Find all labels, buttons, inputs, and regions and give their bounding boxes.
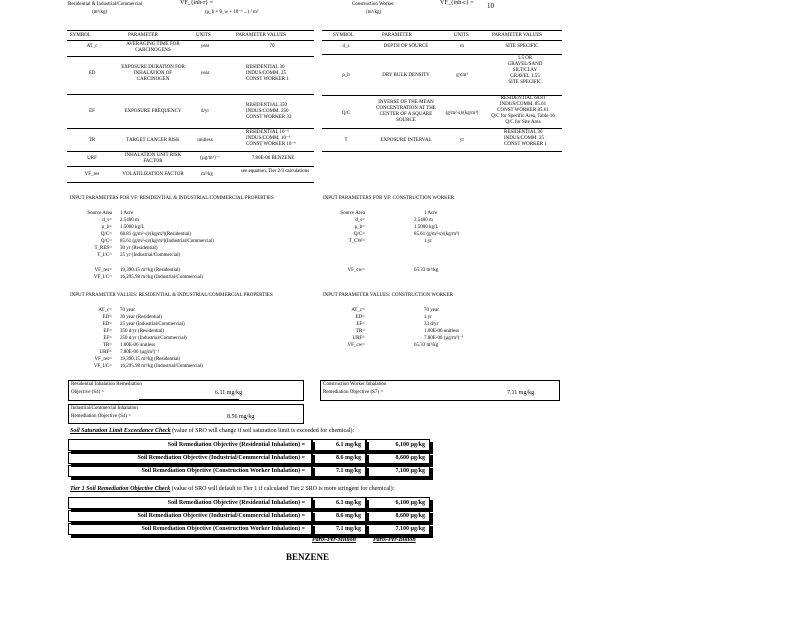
iv-res-section-title: INPUT PARAMETER VALUES: RESIDENTIAL & INDUSTRIAL/COMMERCIAL PROPERTIES: [70, 293, 273, 298]
vf-res-section-title: INPUT PARAMETERS FOR VF: RESIDENTIAL & INDUSTRIAL/COMMERCIAL PROPERTIES: [70, 196, 274, 201]
iv-res-label: TR=: [102, 343, 112, 348]
right-table-values: SITE SPECIFIC: [505, 44, 539, 49]
left-table-header-units: UNITS: [196, 33, 211, 38]
vf-res-result-value: 19,390.15 m³/kg (Residential): [120, 268, 181, 273]
construction-ro-label: Remediation Objective (S7) =: [323, 390, 384, 395]
vf-res-param-value: 1.5000 kg/L: [120, 225, 145, 230]
left-table-values: RESIDENTIAL 350 INDUS/COMM. 250 CONST WORKER 33: [246, 103, 292, 120]
iv-cw-value: 65.33 m³/kg: [414, 343, 439, 348]
left-table-symbol: EF: [89, 109, 95, 114]
iv-cw-value: 70 year: [424, 308, 439, 313]
tier1-row-label: Soil Remediation Objective (Residential Inhalation) =: [167, 500, 305, 506]
sat-row: [68, 439, 312, 451]
left-table-units: (µg/m³)⁻¹: [200, 156, 220, 161]
left-formula-label: Residential & Industrial/Commercial: [68, 2, 143, 7]
right-table-parameter: EXPOSURE INTERVAL: [380, 138, 432, 143]
iv-res-value: 70 year: [120, 308, 135, 313]
tier1-row: [68, 510, 312, 522]
left-formula-units: (m³/kg): [92, 10, 108, 15]
vf-res-param-label: T_RES=: [94, 246, 112, 251]
left-table-symbol: AT_c: [86, 44, 98, 49]
left-table-values: RESIDENTIAL 10⁻⁶ INDUS/COMM. 10⁻⁶ CONST WORKER 10⁻⁶: [246, 130, 296, 147]
vf-res-param-label: ρ_b=: [101, 225, 112, 230]
sat-row-ppb: [366, 452, 430, 464]
sat-ppm-value: 6.1 mg/kg: [335, 442, 361, 448]
right-formula-lhs: VF_{inh-c} =: [440, 0, 474, 6]
sat-check-heading: Soil Saturation Limit Exceedance Check: [70, 428, 171, 434]
tier1-row-ppm: [312, 523, 366, 535]
tier1-row-ppm: [312, 497, 366, 509]
sat-ppb-value: 8,600 µg/kg: [395, 455, 425, 461]
tier1-ppb-value: 6,100 µg/kg: [395, 500, 425, 506]
iv-cw-section-title: INPUT PARAMETER VALUES: CONSTRUCTION WORKER: [323, 293, 454, 298]
vf-cw-param-label: Q/C=: [353, 232, 365, 237]
sat-ppb-value: 7,100 µg/kg: [395, 468, 425, 474]
sat-ppm-value: 7.1 mg/kg: [335, 468, 361, 474]
vf-cw-param-label: ρ_b=: [354, 225, 365, 230]
iv-cw-label: EF=: [356, 322, 365, 327]
tier1-row-ppb: [366, 523, 430, 535]
vf-cw-result-label: VF_cw=: [347, 268, 365, 273]
vf-cw-param-value: 2.5400 m: [414, 218, 433, 223]
left-table-header-symbol: SYMBOL: [70, 33, 91, 38]
iv-res-label: URF=: [99, 350, 112, 355]
left-table-values: 70: [269, 44, 275, 49]
right-table-symbol: ρ_b: [342, 73, 350, 78]
left-table-parameter: EXPOSURE FREQUENCY: [124, 109, 182, 114]
iv-res-value: 1.00E-06 unitless: [120, 343, 155, 348]
left-table-units: m³/kg: [201, 172, 213, 177]
sat-row-ppm: [312, 452, 366, 464]
right-table-header-units: UNITS: [454, 33, 469, 38]
right-table-parameter: DEPTH OF SOURCE: [383, 44, 429, 49]
sat-row-label: Soil Remediation Objective (Residential Inhalation) =: [167, 442, 305, 448]
vf-res-param-value: 68.81 (g/m²-s)/(kg/m³)(Residential): [120, 232, 192, 237]
sat-check-heading-line: [70, 428, 354, 435]
sat-ppm-value: 8.6 mg/kg: [335, 455, 361, 461]
vf-cw-param-value: 1.5000 kg/L: [414, 225, 439, 230]
iv-cw-label: AT_c=: [351, 308, 365, 313]
vf-cw-param-label: Source Area: [340, 211, 365, 216]
vf-cw-param-label: T_CW=: [348, 239, 365, 244]
vf-res-param-label: Source Area: [87, 211, 112, 216]
vf-cw-result-value: 65.33 m³/kg: [414, 268, 439, 273]
right-table-units: g/cm³: [456, 73, 468, 78]
tier1-note: (value of SRO will default to Tier 1 if calculated Tier 2 SRO is more stringent for chemical):: [171, 486, 395, 492]
industrial-ro-box: [68, 404, 304, 424]
sat-row-label: Soil Remediation Objective (Construction Worker Inhalation) =: [141, 468, 305, 474]
right-formula-units: (m³/kg): [366, 10, 382, 15]
tier1-row-ppm: [312, 510, 366, 522]
iv-res-value: 350 d/yr (Residential): [120, 329, 164, 334]
left-table-parameter: VOLATILIZATION FACTOR: [122, 172, 184, 177]
tier1-ppm-value: 7.1 mg/kg: [335, 526, 361, 532]
tier1-heading: Tier 1 Soil Remediation Objective Check: [70, 486, 171, 492]
industrial-ro-title: Industrial/Commercial Inhalation: [71, 406, 138, 411]
left-table-units: year: [200, 71, 210, 76]
vf-res-param-value: 1 Acre: [120, 211, 134, 216]
vf-res-result-label: VF_I/C=: [93, 275, 112, 280]
left-table-symbol: URF: [87, 156, 97, 161]
construction-ro-box: [320, 380, 560, 401]
vf-res-param-value: 2.5400 m: [120, 218, 139, 223]
tier1-ppb-value: 8,600 µg/kg: [395, 513, 425, 519]
vf-res-param-label: T_I/C=: [97, 253, 112, 258]
right-table-units: (g/m²·s)/(kg/m³): [445, 111, 479, 116]
tier1-ppm-value: 8.6 mg/kg: [335, 513, 361, 519]
left-table-parameter: TARGET CANCER RISK: [126, 138, 180, 143]
iv-cw-label: TR=: [355, 329, 365, 334]
sat-row-ppb: [366, 439, 430, 451]
vf-res-param-value: 30 yr (Residential): [120, 246, 158, 251]
iv-cw-label: ED=: [355, 315, 365, 320]
left-table-symbol: ED: [88, 71, 96, 76]
industrial-ro-label: Remediation Objective (S4) =: [71, 414, 132, 419]
tier1-heading-line: [70, 486, 394, 493]
left-table-parameter: INHALATION UNIT RISK FACTOR: [124, 153, 182, 164]
vf-res-param-label: Q/C=: [100, 239, 112, 244]
iv-cw-value: 7.80E-06 (µg/m³)⁻¹: [424, 336, 464, 341]
right-table-parameter: DRY BULK DENSITY: [382, 73, 430, 78]
right-table-header-parameter: PARAMETER: [382, 33, 412, 38]
iv-cw-value: 33 d/yr: [424, 322, 439, 327]
residential-ro-label: Objective (S4) =: [71, 390, 105, 395]
left-table-units: unitless: [197, 138, 213, 143]
residential-ro-box: [68, 380, 304, 401]
vf-res-result-label: VF_res=: [94, 268, 112, 273]
vf-cw-param-value: 1 yr: [424, 239, 432, 244]
chemical-name: BENZENE: [286, 552, 330, 562]
tier1-row-ppb: [366, 510, 430, 522]
right-table-symbol: d_s: [342, 44, 350, 49]
tier1-row-label: Soil Remediation Objective (Industrial/Commercial Inhalation) =: [137, 513, 305, 519]
vf-cw-section-title: INPUT PARAMETERS FOR VF: CONSTRUCTION WORKER: [323, 196, 455, 201]
vf-res-param-value: 25 yr (Industrial/Commercial): [120, 253, 181, 258]
iv-res-value: 19,390.15 m³/kg (Residential): [120, 357, 181, 362]
iv-cw-value: 1.00E-06 unitless: [424, 329, 459, 334]
iv-res-label: ED=: [102, 322, 112, 327]
left-table-units: year: [200, 44, 210, 49]
right-table-units: yr: [459, 138, 465, 143]
iv-res-label: ED=: [102, 315, 112, 320]
left-table-parameter: EXPOSURE DURATION FOR INHALATION OF CARCINOGEN: [121, 65, 185, 82]
iv-res-label: AT_c=: [98, 308, 112, 313]
left-table-values: see equation, Tier 2/3 calculations: [240, 169, 310, 174]
left-formula-fraction: (ρ_b × θ_w + 10⁻³ ...) / m²: [205, 10, 259, 15]
right-table-values: 1.5 OR GRAVEL/SAND SILT/CLAY GRAVEL 1.55 SITE SPECIFIC: [507, 56, 543, 85]
sat-row-ppm: [312, 465, 366, 477]
vf-cw-param-value: 85.61 (g/m²-s)/(kg/m³): [414, 232, 460, 237]
tier1-row-ppb: [366, 497, 430, 509]
residential-ro-title: Residential Inhalation Remediation: [71, 382, 142, 387]
right-table-header-symbol: SYMBOL: [333, 33, 354, 38]
right-table-header-values: PARAMETER VALUES: [492, 33, 543, 38]
tier1-ppm-value: 6.1 mg/kg: [335, 500, 361, 506]
left-table-symbol: TR: [88, 138, 96, 143]
right-table-symbol: T: [344, 138, 348, 143]
vf-res-param-label: Q/C=: [100, 232, 112, 237]
sat-row-label: Soil Remediation Objective (Industrial/Commercial Inhalation) =: [137, 455, 305, 461]
sat-ppb-value: 6,100 µg/kg: [395, 442, 425, 448]
tier1-ppb-value: 7,100 µg/kg: [395, 526, 425, 532]
ppm-column-label: Parts-Per-Million: [312, 537, 357, 543]
right-formula-label: Construction Worker: [352, 2, 394, 7]
right-table-parameter: INVERSE OF THE MEAN CONCENTRATION AT THE CENTER OF A SQUARE SOURCE: [376, 100, 436, 123]
vf-res-param-value: 85.61 (g/m²-s)/(kg/m³)(Industrial/Commercial): [120, 239, 214, 244]
sat-row: [68, 465, 312, 477]
ppb-column-label: Parts-Per-Billion: [373, 537, 416, 543]
iv-res-value: 25 year (Industrial/Commercial): [120, 322, 185, 327]
sat-check-note: (value of SRO will change if soil saturation limit is exceeded for chemical):: [172, 428, 355, 434]
left-table-symbol: VF_res: [84, 172, 100, 177]
sat-row: [68, 452, 312, 464]
left-table-header-parameter: PARAMETER: [128, 33, 158, 38]
vf-res-param-label: d_s=: [102, 218, 112, 223]
iv-res-value: 16,295.98 m³/kg (Industrial/Commercial): [120, 364, 203, 369]
residential-ro-value: 6.11 mg/kg: [215, 390, 243, 396]
construction-ro-value: 7.11 mg/kg: [507, 390, 535, 396]
iv-res-label: VF_res=: [94, 357, 112, 362]
industrial-ro-value: 8.56 mg/kg: [227, 414, 255, 420]
right-table-units: m: [460, 44, 464, 49]
iv-cw-label: URF=: [352, 336, 365, 341]
iv-cw-label: VF_cw=: [347, 343, 365, 348]
construction-ro-title: Construction Worker Inhalation: [323, 382, 387, 387]
vf-cw-param-value: 1 Acre: [424, 211, 438, 216]
sat-row-ppm: [312, 439, 366, 451]
left-table-values: RESIDENTIAL 30 INDUS/COMM. 25 CONST WORKER 1: [246, 65, 289, 82]
left-table-values: 7.80E-06 BENZENE: [251, 156, 295, 161]
left-table-parameter: AVERAGING TIME FOR CARCINOGENS: [126, 42, 180, 53]
right-formula-value: 10: [487, 2, 494, 10]
left-table-units: d/yr: [200, 109, 210, 114]
iv-res-value: 7.80E-06 (µg/m³)⁻¹: [120, 350, 160, 355]
tier1-row-label: Soil Remediation Objective (Construction Worker Inhalation) =: [141, 526, 305, 532]
right-table-symbol: Q/C: [341, 111, 351, 116]
iv-res-value: 30 year (Residential): [120, 315, 162, 320]
iv-res-label: EF=: [103, 329, 112, 334]
left-formula-lhs: VF_{inh-r} =: [180, 0, 213, 6]
right-table-values: RESIDENTIAL 68.81 INDUS/COMM. 85.61 CONST WORKER 85.61 Q/C for Specific Area, Table 16 Q/C for Site Area: [491, 96, 555, 125]
tier1-row: [68, 523, 312, 535]
sat-row-ppb: [366, 465, 430, 477]
tier1-row: [68, 497, 312, 509]
iv-res-label: EF=: [103, 336, 112, 341]
iv-res-value: 250 d/yr (Industrial/Commercial): [120, 336, 187, 341]
iv-cw-value: 1 yr: [424, 315, 432, 320]
vf-res-result-value: 16,295.98 m³/kg (Industrial/Commercial): [120, 275, 203, 280]
iv-res-label: VF_I/C=: [93, 364, 112, 369]
right-table-values: RESIDENTIAL 30 INDUS/COMM. 25 CONST WORKER 1: [504, 130, 547, 147]
vf-cw-param-label: d_s=: [355, 218, 365, 223]
left-table-header-values: PARAMETER VALUES: [236, 33, 287, 38]
